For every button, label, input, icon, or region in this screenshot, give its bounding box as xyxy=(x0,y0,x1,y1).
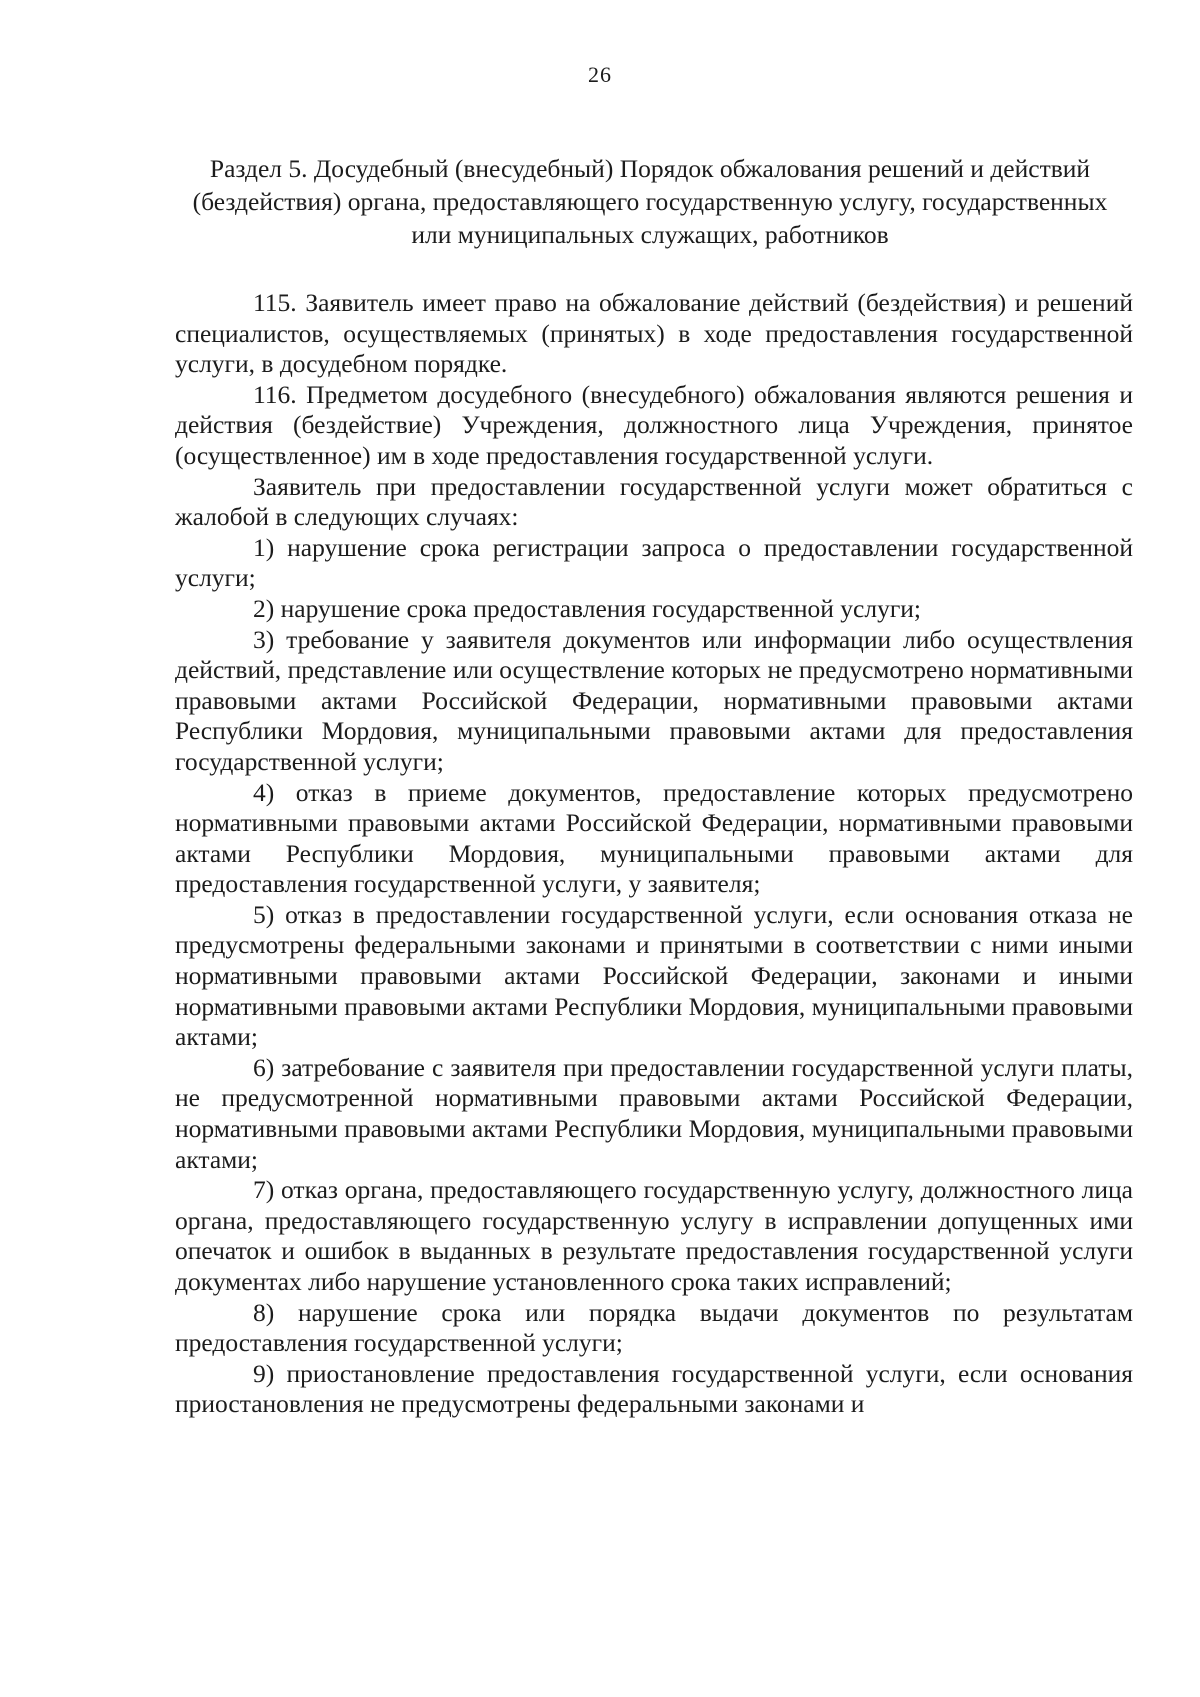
paragraph-116: 116. Предметом досудебного (внесудебного) обжалования являются решения и действия (бездействие) Учреждения, должностного лица Учреждения, принятое (осуществленное) им в ходе предоставления государственной услуги. xyxy=(175,379,1133,470)
list-item-9: 9) приостановление предоставления государственной услуги, если основания приостановления не предусмотрены федеральными законами и xyxy=(175,1358,1133,1419)
list-item-1: 1) нарушение срока регистрации запроса о предоставлении государственной услуги; xyxy=(175,532,1133,593)
list-item-2: 2) нарушение срока предоставления государственной услуги; xyxy=(253,593,922,623)
paragraph-115: 115. Заявитель имеет право на обжалование действий (бездействия) и решений специалистов, осуществляемых (принятых) в ходе предоставления государственной услуги, в досудебном порядке. xyxy=(175,288,1133,379)
list-item-8: 8) нарушение срока или порядка выдачи документов по результатам предоставления государственной услуги; xyxy=(175,1297,1133,1358)
paragraph-complaint-intro: Заявитель при предоставлении государственной услуги может обратиться с жалобой в следующих случаях: xyxy=(175,471,1133,532)
list-item-5: 5) отказ в предоставлении государственной услуги, если основания отказа не предусмотрены федеральными законами и принятыми в соответствии с ними иными нормативными правовыми актами Российской Федерации, законами и иными нормативными правовыми актами Республики Мордовия, муниципальными правовыми актами; xyxy=(175,899,1133,1052)
list-item-4: 4) отказ в приеме документов, предоставление которых предусмотрено нормативными правовыми актами Российской Федерации, нормативными правовыми актами Республики Мордовия, муниципальными правовыми актами для предоставления государственной услуги, у заявителя; xyxy=(175,777,1133,899)
section-title: Раздел 5. Досудебный (внесудебный) Порядок обжалования решений и действий (бездействия) органа, предоставляющего государственную услугу, государственных или муниципальных служащих, работников xyxy=(192,154,1108,249)
document-body xyxy=(175,288,1133,1420)
list-item-7: 7) отказ органа, предоставляющего государственную услугу, должностного лица органа, предоставляющего государственную услугу в исправлении допущенных ими опечаток и ошибок в выданных в результате предоставления государственной услуги документах либо нарушение установленного срока таких исправлений; xyxy=(175,1175,1133,1296)
list-item-3: 3) требование у заявителя документов или информации либо осуществления действий, представление или осуществление которых не предусмотрено нормативными правовыми актами Российской Федерации, нормативными правовыми актами Республики Мордовия, муниципальными правовыми актами для предоставления государственной услуги; xyxy=(175,624,1133,776)
page-number: 26 xyxy=(588,62,612,87)
list-item-6: 6) затребование с заявителя при предоставлении государственной услуги платы, не предусмотренной нормативными правовыми актами Российской Федерации, нормативными правовыми актами Республики Мордовия, муниципальными правовыми актами; xyxy=(175,1052,1133,1174)
